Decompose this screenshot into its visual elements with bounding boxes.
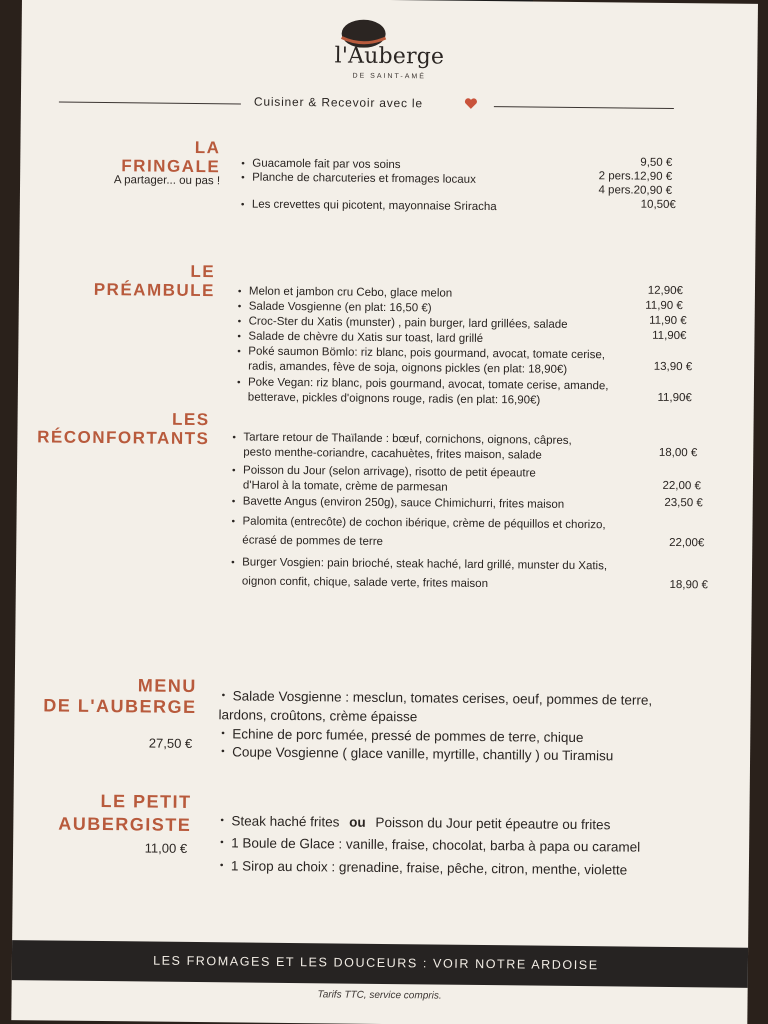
bullet: • xyxy=(237,301,242,313)
section-title-line: RÉCONFORTANTS xyxy=(37,427,210,449)
footer-banner xyxy=(11,940,750,988)
section-title-line: DE L'AUBERGE xyxy=(43,695,197,718)
tagline-rule-right xyxy=(494,106,674,109)
bullet: • xyxy=(220,837,224,849)
section-title-line: LE PETIT xyxy=(100,791,192,812)
section-fringale-title xyxy=(60,137,220,177)
logo-subtitle: DE SAINT-AMÉ xyxy=(352,72,426,81)
section-title-line: MENU xyxy=(137,675,197,697)
item-text: Palomita (entrecôte) de cochon ibérique, crème de péquillos et chorizo, xyxy=(242,515,606,532)
item-price: 9,50 € xyxy=(640,156,673,169)
item-price: 23,50 € xyxy=(664,496,703,510)
item-price: 4 pers.20,90 € xyxy=(598,184,673,197)
tagline-row xyxy=(59,91,679,117)
list-item xyxy=(221,742,712,766)
item-price: 11,90€ xyxy=(657,391,692,405)
section-petit-aubergiste-title xyxy=(13,789,191,837)
item-price: 11,90 € xyxy=(649,314,687,328)
list-item xyxy=(241,171,612,190)
bullet: • xyxy=(237,331,242,343)
item-text: Bavette Angus (environ 250g), sauce Chimichurri, frites maison xyxy=(242,495,565,511)
list-item xyxy=(220,811,711,835)
section-title-line: PRÉAMBULE xyxy=(93,279,216,301)
item-price: 18,00 € xyxy=(658,446,698,460)
tagline: Cuisiner & Recevoir avec le xyxy=(253,94,423,111)
item-price: 22,00 € xyxy=(662,479,701,493)
bullet: • xyxy=(232,465,236,477)
item-text: Salade Vosgienne (en plat: 16,50 €) xyxy=(248,300,432,315)
logo-title: l'Auberge xyxy=(334,43,445,70)
section-fringale-subtitle: A partager... ou pas ! xyxy=(113,174,221,188)
bullet: • xyxy=(236,377,241,389)
item-text: 1 Sirop au choix : grenadine, fraise, pêche, citron, menthe, violette xyxy=(230,858,628,878)
section-reconfortants-title xyxy=(17,408,209,448)
item-text: d'Harol à la tomate, crème de parmesan xyxy=(242,479,448,494)
list-item xyxy=(219,856,711,880)
item-or: ou xyxy=(349,814,366,830)
item-price: 10,50€ xyxy=(640,198,676,212)
item-text: 1 Boule de Glace : vanille, fraise, chocolat, barba à papa ou caramel xyxy=(231,835,641,855)
item-text: Poké saumon Bömlo: riz blanc, pois gourmand, avocat, tomate cerise, xyxy=(248,345,606,362)
section-menu-auberge-title xyxy=(14,674,196,718)
bullet: • xyxy=(237,286,242,298)
menu-page xyxy=(11,0,758,1024)
item-price: 18,90 € xyxy=(669,578,708,592)
bullet: • xyxy=(231,496,236,508)
item-price: 11,90€ xyxy=(652,329,687,343)
bullet: • xyxy=(220,815,224,827)
item-text: Salade Vosgienne : mesclun, tomates cerises, oeuf, pommes de terre, xyxy=(232,688,653,708)
item-text: oignon confit, chique, salade verte, frites maison xyxy=(241,575,489,591)
item-text: Poke Vegan: riz blanc, pois gourmand, avocat, tomate cerise, amande, xyxy=(247,376,609,393)
footer-banner-text: LES FROMAGES ET LES DOUCEURS : VOIR NOTRE ARDOISE xyxy=(153,953,599,973)
bullet: • xyxy=(241,158,245,170)
item-text: Echine de porc fumée, pressé de pommes de terre, chique xyxy=(232,726,584,746)
item-price: 13,90 € xyxy=(653,360,693,374)
list-item xyxy=(220,833,711,857)
bullet: • xyxy=(221,746,225,758)
heart-icon xyxy=(464,98,478,110)
item-text: Tartare retour de Thaïlande : bœuf, cornichons, oignons, câpres, xyxy=(243,431,572,447)
item-text: Melon et jambon cru Cebo, glace melon xyxy=(248,285,453,300)
item-text: Poisson du Jour petit épeautre ou frites xyxy=(375,814,611,833)
section-title-line: LA xyxy=(194,137,221,158)
menu-auberge-price: 27,50 € xyxy=(148,735,193,751)
bullet: • xyxy=(221,690,226,702)
bullet: • xyxy=(219,860,224,872)
petit-aubergiste-price: 11,00 € xyxy=(144,840,188,856)
item-price: 22,00€ xyxy=(669,536,705,550)
bullet: • xyxy=(237,346,241,358)
list-item xyxy=(240,198,612,217)
item-text: Croc-Ster du Xatis (munster) , pain burger, lard grillées, salade xyxy=(248,315,568,331)
item-price: 2 pers.12,90 € xyxy=(598,170,673,183)
item-price: 12,90€ xyxy=(647,284,684,298)
item-price: 11,90 € xyxy=(645,299,683,313)
section-title-line: AUBERGISTE xyxy=(58,813,192,835)
item-text: Burger Vosgien: pain brioché, steak haché, lard grillé, munster du Xatis, xyxy=(242,556,608,573)
list-item xyxy=(218,686,712,729)
footer-note: Tarifs TTC, service compris. xyxy=(317,989,442,1002)
item-text: betterave, pickles d'oignons rouge, radis (en plat: 16,90€) xyxy=(247,391,541,407)
bullet: • xyxy=(231,557,235,569)
item-text: Poisson du Jour (selon arrivage), risotto de petit épeautre xyxy=(243,464,536,480)
section-title-line: LES xyxy=(171,409,210,430)
tagline-rule-left xyxy=(59,102,241,105)
bullet: • xyxy=(221,728,225,740)
item-text: Les crevettes qui picotent, mayonnaise Sriracha xyxy=(251,198,497,214)
item-text: radis, amandes, fève de soja, oignons pickles (en plat: 18,90€) xyxy=(248,360,568,376)
item-text: Steak haché frites xyxy=(231,813,340,830)
bullet: • xyxy=(237,316,242,328)
item-text: lardons, croûtons, crème épaisse xyxy=(218,707,418,725)
section-title-line: FRINGALE xyxy=(121,156,221,177)
bullet: • xyxy=(232,432,236,444)
item-text: Guacamole fait par vos soins xyxy=(252,157,401,172)
bullet: • xyxy=(241,172,245,184)
bullet: • xyxy=(231,516,236,528)
item-text: Salade de chèvre du Xatis sur toast, lard grillé xyxy=(248,330,484,345)
item-text: écrasé de pommes de terre xyxy=(242,534,384,548)
section-preambule-title xyxy=(39,260,215,300)
bullet: • xyxy=(240,199,245,211)
item-text: pesto menthe-coriandre, cacahuètes, frites maison, salade xyxy=(243,446,542,462)
item-text: Coupe Vosgienne ( glace vanille, myrtille, chantilly ) ou Tiramisu xyxy=(232,744,614,764)
item-text: Planche de charcuteries et fromages locaux xyxy=(252,171,476,186)
section-title-line: LE xyxy=(190,261,216,282)
